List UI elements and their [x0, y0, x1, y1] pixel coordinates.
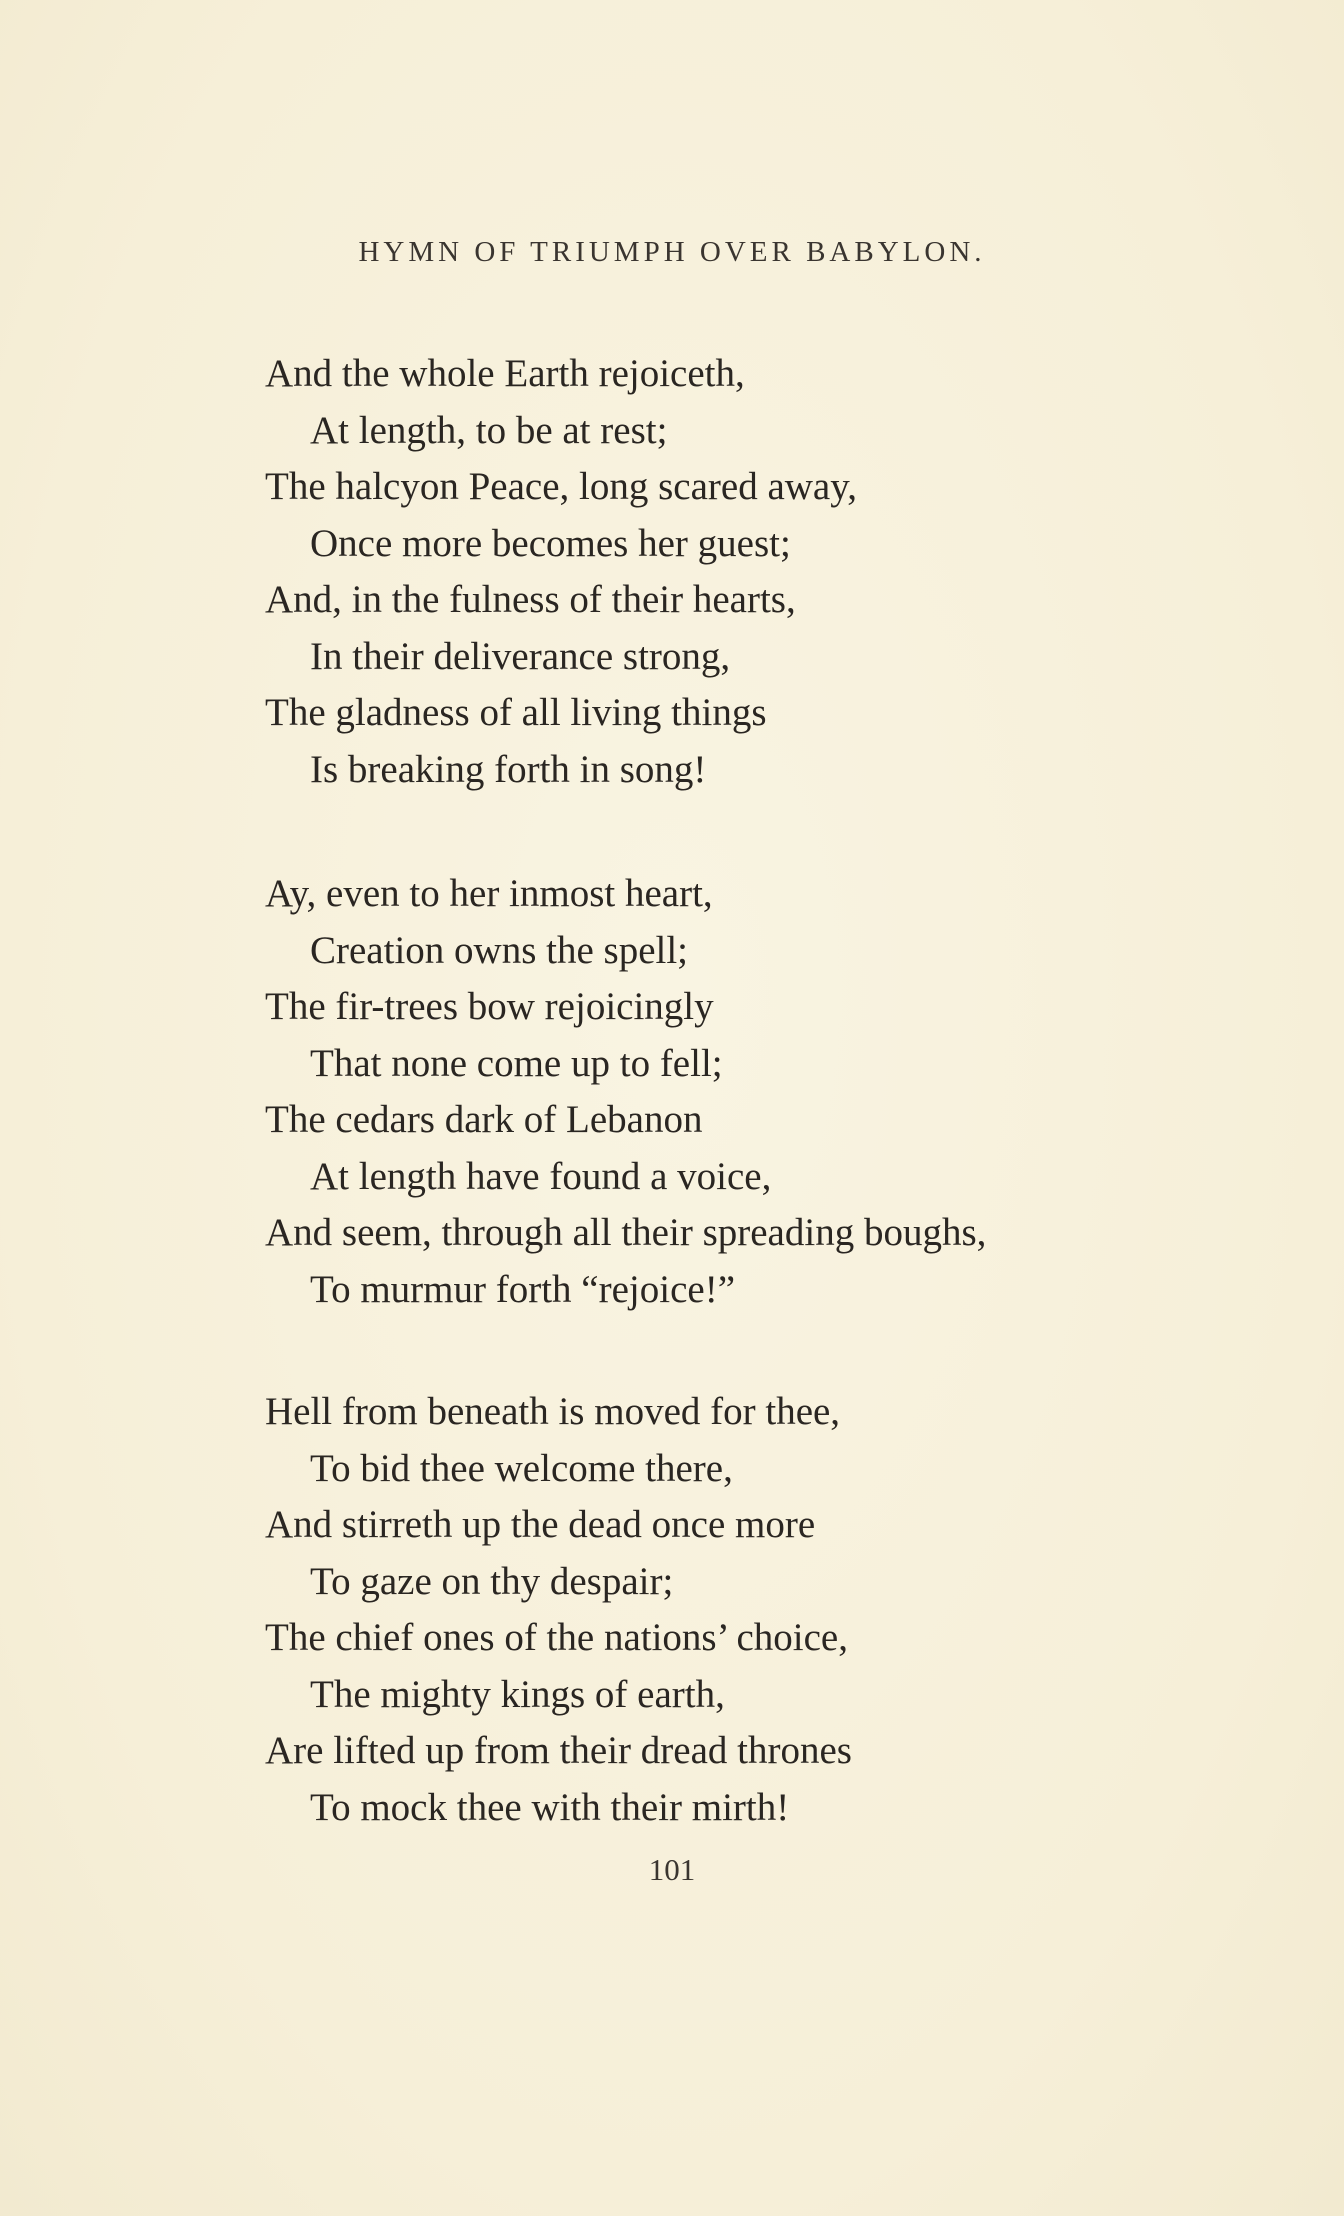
verse-line: In their deliverance strong,	[310, 634, 731, 678]
verse-line: At length, to be at rest;	[310, 408, 668, 452]
stanza	[265, 866, 1265, 1318]
verse-line: To murmur forth “rejoice!”	[310, 1267, 736, 1311]
verse-line: The mighty kings of earth,	[310, 1672, 725, 1716]
verse-line: Once more becomes her guest;	[310, 521, 791, 565]
verse-line: To bid thee welcome there,	[310, 1446, 733, 1490]
verse-line: The cedars dark of Lebanon	[265, 1098, 703, 1141]
verse-line: That none come up to fell;	[310, 1041, 723, 1085]
verse-line: And, in the fulness of their hearts,	[265, 578, 796, 621]
verse-line: Creation owns the spell;	[310, 928, 689, 972]
stanza	[265, 1384, 1265, 1836]
verse-line: The chief ones of the nations’ choice,	[265, 1616, 848, 1659]
verse-line: And the whole Earth rejoiceth,	[265, 352, 745, 395]
verse-line: Ay, even to her inmost heart,	[265, 872, 713, 915]
stanza	[265, 346, 1265, 798]
page-number: 101	[648, 1852, 696, 1887]
verse-line: At length have found a voice,	[310, 1154, 772, 1198]
running-head: HYMN OF TRIUMPH OVER BABYLON.	[358, 236, 986, 268]
verse-line: The gladness of all living things	[265, 691, 767, 734]
verse-line: And seem, through all their spreading boughs,	[265, 1211, 987, 1254]
verse-line: Are lifted up from their dread thrones	[265, 1729, 852, 1772]
verse-line: To gaze on thy despair;	[310, 1559, 674, 1603]
verse-line: The fir-trees bow rejoicingly	[265, 985, 714, 1028]
verse-line: Hell from beneath is moved for thee,	[265, 1390, 841, 1433]
verse-line: And stirreth up the dead once more	[265, 1503, 816, 1546]
verse-line: Is breaking forth in song!	[310, 747, 707, 791]
verse-line: The halcyon Peace, long scared away,	[265, 465, 857, 508]
verse-line: To mock thee with their mirth!	[310, 1785, 790, 1829]
